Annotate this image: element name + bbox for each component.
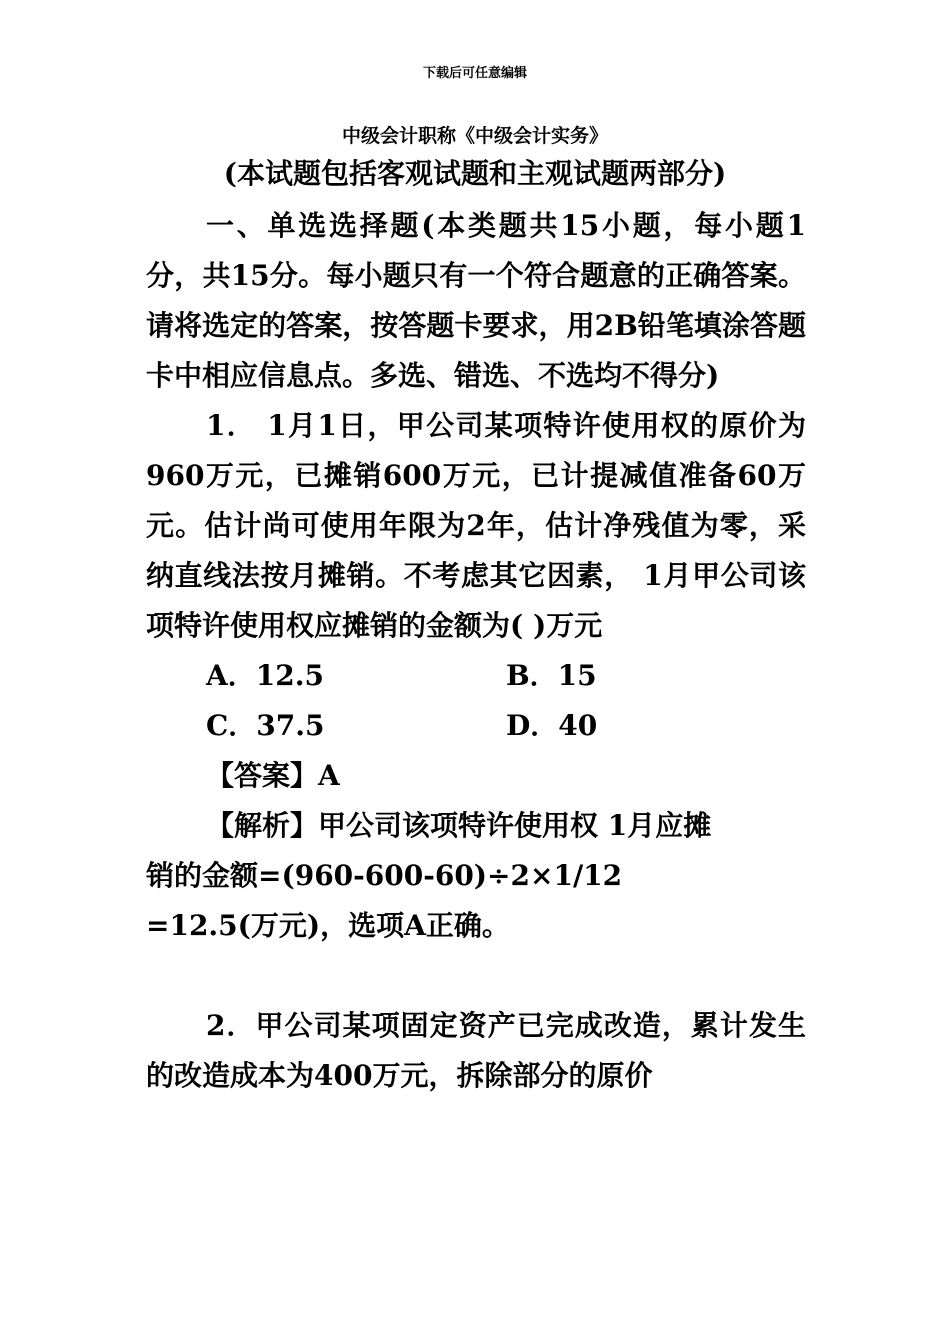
- option-d: D．40: [506, 709, 598, 742]
- question-1-stem: 1． 1月1日，甲公司某项特许使用权的原价为960万元，已摊销600万元，已计提减值准备60万元。估计尚可使用年限为2年，估计净残值为零，采纳直线法按月摊销。不考虑其它因素， 1月甲公司该项特许使用权应摊销的金额为( )万元: [146, 409, 806, 642]
- download-note: 下载后可任意编辑: [422, 66, 527, 81]
- option-row: [206, 701, 806, 751]
- blank-line: [146, 951, 806, 1001]
- question-2-stem: 2．甲公司某项固定资产已完成改造，累计发生的改造成本为400万元，拆除部分的原价: [146, 1009, 806, 1092]
- document-subtitle: (本试题包括客观试题和主观试题两部分): [223, 157, 727, 190]
- section-heading: 一、单选选择题(本类题共15小题，每小题1分，共15分。每小题只有一个符合题意的正确答案。请将选定的答案，按答题卡要求，用2B铅笔填涂答题卡中相应信息点。多选、错选、不选均不得分): [146, 209, 806, 392]
- question-1-analysis-line: =12.5(万元)，选项A正确。: [146, 909, 510, 942]
- question-1-analysis-line: 销的金额=(960-600-60)÷2×1/12: [146, 859, 623, 892]
- document-body: [146, 201, 806, 1101]
- document-title: 中级会计职称《中级会计实务》: [341, 125, 608, 147]
- option-a: A．12.5: [206, 659, 324, 692]
- question-1-options: [146, 651, 806, 751]
- question-1-answer: 【答案】A: [206, 759, 340, 792]
- option-b: B．15: [506, 659, 597, 692]
- question-1-analysis-line: 【解析】甲公司该项特许使用权 1月应摊: [206, 809, 712, 842]
- option-row: [206, 651, 806, 701]
- option-c: C．37.5: [206, 709, 325, 742]
